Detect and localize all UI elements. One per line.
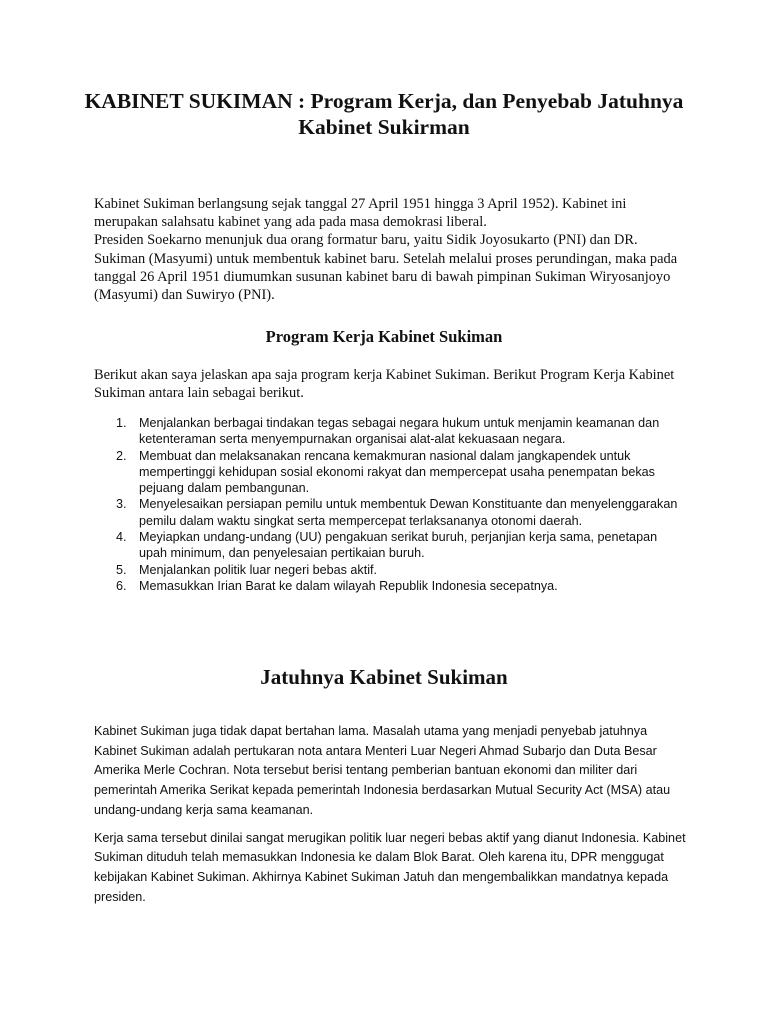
program-lead: Berikut akan saya jelaskan apa saja program kerja Kabinet Sukiman. Berikut Program Kerja Kabinet Sukiman antara lain sebagai berikut. xyxy=(94,367,675,402)
fall-section xyxy=(94,722,686,915)
program-heading: Program Kerja Kabinet Sukiman xyxy=(265,327,503,346)
list-item-text: Membuat dan melaksanakan rencana kemakmuran nasional dalam jangkapendek untuk mempertinggi kehidupan sosial ekonomi rakyat dan mempercepat usaha penempatan bekas pejuang dalam pembangunan. xyxy=(139,448,655,496)
document-title: KABINET SUKIMAN : Program Kerja, dan Penyebab Jatuhnya Kabinet Sukirman xyxy=(84,89,684,139)
list-item xyxy=(94,496,682,529)
program-list xyxy=(94,415,682,594)
list-item-text: Memasukkan Irian Barat ke dalam wilayah Republik Indonesia secepatnya. xyxy=(139,578,558,593)
intro-paragraph: Presiden Soekarno menunjuk dua orang formatur baru, yaitu Sidik Joyosukarto (PNI) dan DR. Sukiman (Masyumi) untuk membentuk kabinet baru. Setelah melalui proses perundingan, maka pada tanggal 26 April 1951 diumumkan susunan kabinet baru di bawah pimpinan Sukiman Wiryosanjoyo (Masyumi) dan Suwiryo (PNI). xyxy=(94,232,678,304)
list-item-text: Menjalankan berbagai tindakan tegas sebagai negara hukum untuk menjamin keamanan dan ketenteraman serta menyempurnakan organisai alat-alat kekuasaan negara. xyxy=(139,416,660,447)
fall-paragraph: Kerja sama tersebut dinilai sangat merugikan politik luar negeri bebas aktif yang dianut Indonesia. Kabinet Sukiman dituduh telah memasukkan Indonesia ke dalam Blok Barat. Oleh karena itu, DPR menggugat kebijakan Kabinet Sukiman. Akhirnya Kabinet Sukiman Jatuh dan mengembalikkan mandatnya kepada presiden. xyxy=(94,830,686,904)
list-item xyxy=(94,578,682,594)
list-item-number: 2. xyxy=(116,448,127,463)
fall-paragraph: Kabinet Sukiman juga tidak dapat bertahan lama. Masalah utama yang menjadi penyebab jatuhnya Kabinet Sukiman adalah pertukaran nota antara Menteri Luar Negeri Ahmad Subarjo dan Duta Besar Amerika Merle Cochran. Nota tersebut berisi tentang pemberian bantuan ekonomi dan militer dari pemerintah Amerika Serikat kepada pemerintah Indonesia berdasarkan Mutual Security Act (MSA) atau undang-undang kerja sama keamanan. xyxy=(94,724,671,817)
list-item-number: 1. xyxy=(116,416,127,430)
fall-heading: Jatuhnya Kabinet Sukiman xyxy=(260,665,508,689)
list-item xyxy=(94,448,682,497)
intro-section xyxy=(94,195,684,304)
intro-paragraph: Kabinet Sukiman berlangsung sejak tanggal 27 April 1951 hingga 3 April 1952). Kabinet ini merupakan salahsatu kabinet yang ada pada masa demokrasi liberal. xyxy=(94,196,627,231)
list-item-number: 4. xyxy=(116,530,127,545)
list-item-number: 6. xyxy=(116,578,127,593)
list-item-number: 3. xyxy=(116,497,127,512)
list-item-text: Meyiapkan undang-undang (UU) pengakuan serikat buruh, perjanjian kerja sama, penetapan upah minimum, dan penyelesaian pertikaian buruh. xyxy=(139,530,658,561)
list-item xyxy=(94,529,682,562)
list-item-text: Menyelesaikan persiapan pemilu untuk membentuk Dewan Konstituante dan menyelenggarakan pemilu dalam waktu singkat serta mempercepat terlaksananya otonomi daerah. xyxy=(139,497,678,528)
list-item xyxy=(94,562,682,578)
list-item-number: 5. xyxy=(116,562,127,577)
list-item-text: Menjalankan politik luar negeri bebas aktif. xyxy=(139,562,378,577)
list-item xyxy=(94,415,682,448)
